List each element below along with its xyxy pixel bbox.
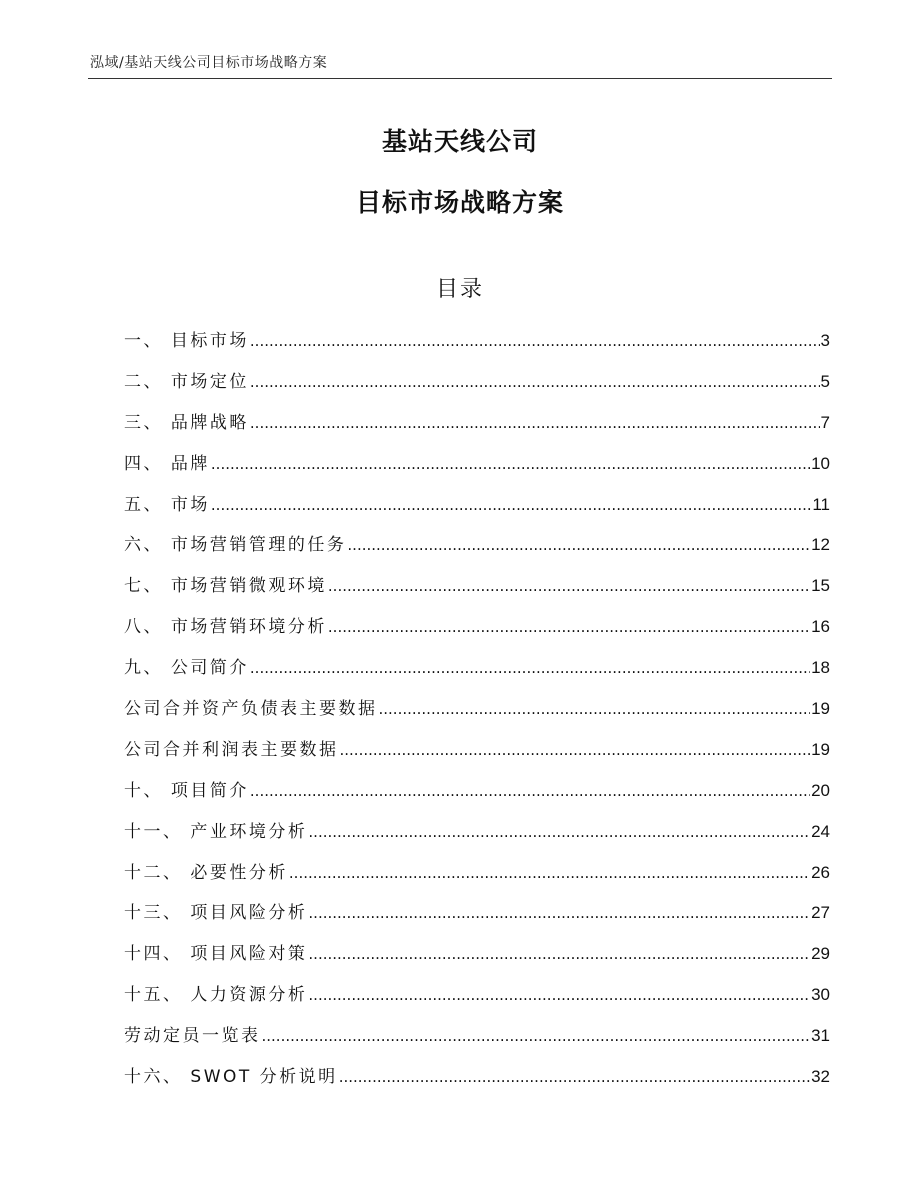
toc-entry-label: 劳动定员一览表: [124, 1026, 261, 1047]
toc-entry-label: 九、 公司简介: [124, 658, 249, 679]
toc-entry-label: 五、 市场: [124, 494, 210, 515]
running-header: 泓域/基站天线公司目标市场战略方案: [90, 55, 328, 71]
toc-entry-label: 公司合并利润表主要数据: [124, 739, 339, 760]
toc-entry-page: 15: [811, 576, 830, 596]
toc-dot-leader: [339, 1057, 810, 1098]
toc-entry-page: 30: [811, 985, 830, 1005]
toc-dot-leader: [328, 566, 810, 607]
toc-entry-page: 32: [811, 1067, 830, 1087]
toc-dot-leader: [250, 362, 820, 403]
toc-dot-leader: [308, 975, 810, 1016]
toc-entry-label: 三、 品牌战略: [124, 412, 249, 433]
document-title-line1: 基站天线公司: [381, 127, 538, 156]
toc-entry-label: 七、 市场营销微观环境: [124, 576, 327, 597]
toc-entry-page: 12: [811, 535, 830, 555]
toc-entry-page: 29: [811, 944, 830, 964]
toc-entry-page: 16: [811, 617, 830, 637]
toc-entry-page: 24: [811, 821, 830, 841]
toc-entry[interactable]: [124, 771, 830, 812]
toc-entry[interactable]: [124, 689, 830, 730]
toc-entry[interactable]: [124, 853, 830, 894]
toc-entry-label: 一、 目标市场: [124, 331, 249, 351]
toc-entry[interactable]: [124, 403, 830, 444]
toc-entry[interactable]: [124, 1016, 830, 1057]
toc-dot-leader: [308, 934, 810, 975]
toc-entry-page: 27: [811, 903, 830, 923]
toc-dot-leader: [211, 485, 811, 526]
toc-entry-page: 26: [811, 862, 830, 882]
toc-entry-page: 18: [811, 658, 830, 678]
toc-dot-leader: [289, 853, 810, 894]
toc-dot-leader: [347, 525, 810, 566]
header-rule: [88, 78, 832, 79]
toc-dot-leader: [308, 812, 810, 853]
toc-dot-leader: [250, 648, 810, 689]
toc-entry-label: 二、 市场定位: [124, 371, 249, 392]
toc-entry-label: 十五、 人力资源分析: [124, 985, 308, 1006]
toc-entry-page: 11: [812, 494, 830, 514]
toc-entry-label: 六、 市场营销管理的任务: [124, 535, 347, 556]
toc-entry-page: 31: [811, 1026, 830, 1046]
document-title-line2: 目标市场战略方案: [355, 188, 564, 217]
toc-entry[interactable]: [124, 934, 830, 975]
toc-entry[interactable]: [124, 362, 830, 403]
toc-entry[interactable]: [124, 607, 830, 648]
toc-entry[interactable]: [124, 525, 830, 566]
toc-entry-label: 公司合并资产负债表主要数据: [124, 699, 378, 720]
toc-entry-label: 八、 市场营销环境分析: [124, 617, 327, 638]
toc-dot-leader: [328, 607, 810, 648]
toc-entry[interactable]: [124, 975, 830, 1016]
toc-entry-label: 十二、 必要性分析: [124, 862, 288, 883]
toc-entry-page: 3: [820, 331, 830, 350]
toc-entry-label: 十三、 项目风险分析: [124, 903, 308, 924]
toc-dot-leader: [250, 321, 820, 362]
toc-entry-page: 20: [811, 780, 830, 800]
table-of-contents: [124, 321, 830, 1098]
toc-entry-label: 十、 项目简介: [124, 780, 249, 801]
toc-entry-label: 十一、 产业环境分析: [124, 821, 308, 842]
toc-entry[interactable]: [124, 730, 830, 771]
toc-entry[interactable]: [124, 485, 830, 526]
toc-entry-page: 19: [811, 739, 830, 759]
toc-dot-leader: [250, 771, 810, 812]
toc-entry[interactable]: [124, 321, 830, 362]
toc-entry[interactable]: [124, 648, 830, 689]
toc-dot-leader: [211, 444, 810, 485]
toc-dot-leader: [379, 689, 811, 730]
toc-dot-leader: [250, 403, 820, 444]
toc-entry-page: 7: [820, 412, 830, 432]
toc-entry-page: 5: [820, 371, 830, 391]
toc-entry-page: 10: [811, 453, 830, 473]
toc-entry-label: 十六、 SWOT 分析说明: [124, 1067, 338, 1088]
toc-entry[interactable]: [124, 812, 830, 853]
toc-entry-label: 十四、 项目风险对策: [124, 944, 308, 965]
toc-entry[interactable]: [124, 444, 830, 485]
toc-entry-label: 四、 品牌: [124, 453, 210, 474]
toc-dot-leader: [340, 730, 811, 771]
toc-entry-page: 19: [811, 699, 830, 719]
toc-entry[interactable]: [124, 893, 830, 934]
toc-entry[interactable]: [124, 566, 830, 607]
toc-heading: 目录: [435, 277, 484, 302]
toc-dot-leader: [308, 893, 810, 934]
toc-dot-leader: [262, 1016, 811, 1057]
toc-entry[interactable]: [124, 1057, 830, 1098]
